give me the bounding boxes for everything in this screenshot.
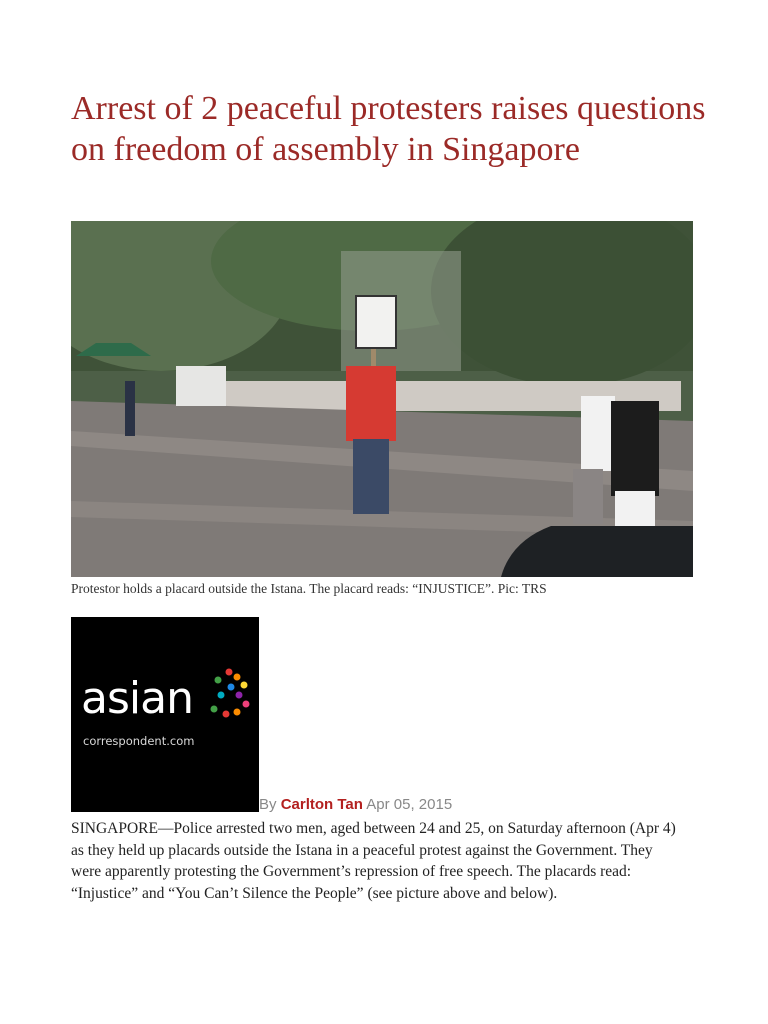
author-link[interactable]: Carlton Tan	[280, 796, 363, 813]
logo-domain: correspondent.com	[83, 734, 195, 748]
publish-date: Apr 05, 2015	[366, 796, 453, 813]
byline	[259, 796, 452, 813]
photo-caption: Protestor holds a placard outside the Istana. The placard reads: “INJUSTICE”. Pic: TRS	[71, 581, 547, 596]
article-headline: Arrest of 2 peaceful protesters raises questions on freedom of assembly in Singapore	[71, 90, 706, 168]
byline-prefix: By	[259, 796, 277, 813]
article-body-paragraph: SINGAPORE—Police arrested two men, aged between 24 and 25, on Saturday afternoon (Apr 4) as they held up placards outside the Istana in a peaceful protest against the Government. They were apparently protesting the Government’s repression of free speech. The placards read: “Injustice” and “You Can’t Silence the People” (see picture above and below).	[71, 820, 676, 902]
article-photo	[71, 221, 693, 577]
asian-correspondent-logo	[71, 617, 259, 812]
logo-wordmark: asian	[81, 673, 193, 724]
